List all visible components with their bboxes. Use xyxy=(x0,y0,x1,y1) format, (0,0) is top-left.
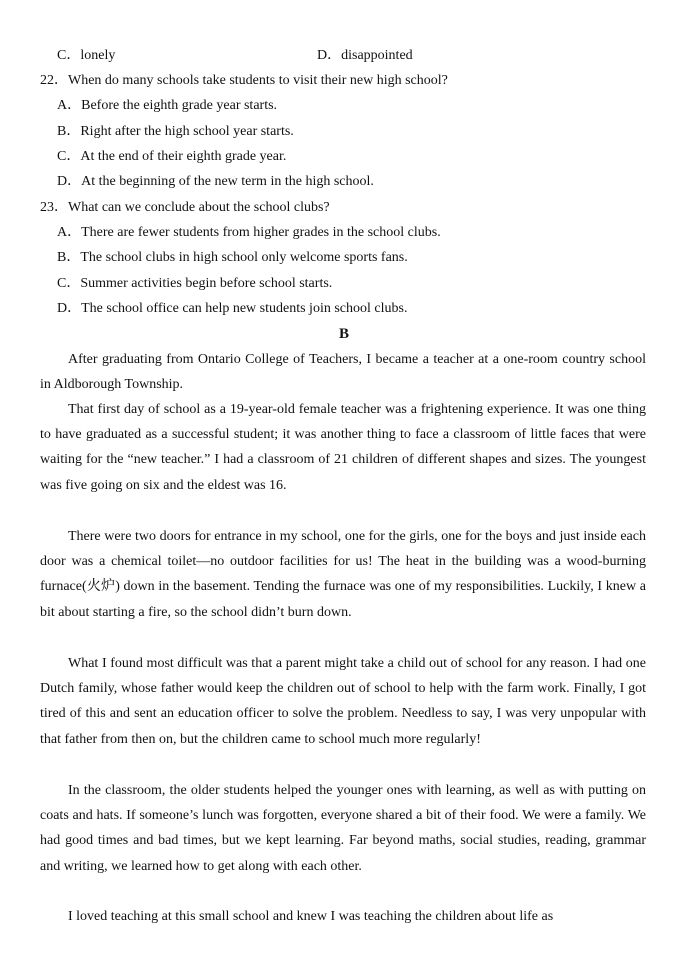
passage-paragraph-1 xyxy=(40,347,646,397)
section-title: B xyxy=(338,326,349,342)
q23-option-d: D．The school office can help new students join school clubs. xyxy=(57,301,408,316)
passage-paragraph-4 xyxy=(40,651,646,752)
q23-option-c: C．Summer activities begin before school starts. xyxy=(57,276,333,291)
paragraph-text: There were two doors for entrance in my school, one for the girls, one for the boys and just inside each door was a chemical toilet—no outdoor facilities for us! The heat in the building was a wood-burning furnace(火炉) down in the basement. Tending the furnace was one of my responsibilities. Luckily, I knew a bit about starting a fire, so the school didn’t burn down. xyxy=(40,529,646,620)
q21-option-d: D．disappointed xyxy=(317,48,413,63)
q22-option-c: C．At the end of their eighth grade year. xyxy=(57,149,287,164)
q23-option-a: A．There are fewer students from higher grades in the school clubs. xyxy=(57,225,441,240)
q23-option-b: B．The school clubs in high school only welcome sports fans. xyxy=(57,250,408,265)
passage-paragraph-5 xyxy=(40,778,646,879)
q22-option-b: B．Right after the high school year starts. xyxy=(57,124,294,139)
paragraph-text: That first day of school as a 19-year-old female teacher was a frightening experience. It was one thing to have graduated as a successful student; it was another thing to face a classroom of little faces that were waiting for the “new teacher.” I had a classroom of 21 children of different shapes and sizes. The youngest was five going on six and the eldest was 16. xyxy=(40,402,646,493)
q22-option-a: A．Before the eighth grade year starts. xyxy=(57,98,278,113)
passage-paragraph-6 xyxy=(40,904,646,929)
q23-stem: 23．What can we conclude about the school clubs? xyxy=(40,200,330,215)
paragraph-text: I loved teaching at this small school and knew I was teaching the children about life as xyxy=(68,909,554,924)
q22-stem: 22．When do many schools take students to visit their new high school? xyxy=(40,73,448,88)
passage-paragraph-3 xyxy=(40,524,646,625)
paragraph-text: After graduating from Ontario College of Teachers, I became a teacher at a one-room country school in Aldborough Township. xyxy=(40,352,646,393)
paragraph-text: In the classroom, the older students helped the younger ones with learning, as well as with putting on coats and hats. If someone’s lunch was forgotten, everyone shared a bit of their food. We were a family. We had good times and bad times, but we kept learning. Far beyond maths, social studies, reading, grammar and writing, we learned how to get along with each other. xyxy=(40,783,646,874)
q22-option-d: D．At the beginning of the new term in the high school. xyxy=(57,174,374,189)
q21-option-c: C．lonely xyxy=(57,48,116,63)
paragraph-text: What I found most difficult was that a parent might take a child out of school for any reason. I had one Dutch family, whose father would keep the children out of school to help with the farm work. Finally, I got tired of this and sent an education officer to solve the problem. Needless to say, I was very unpopular with that father from then on, but the children came to school much more regularly! xyxy=(40,656,646,747)
passage-paragraph-2 xyxy=(40,397,646,498)
